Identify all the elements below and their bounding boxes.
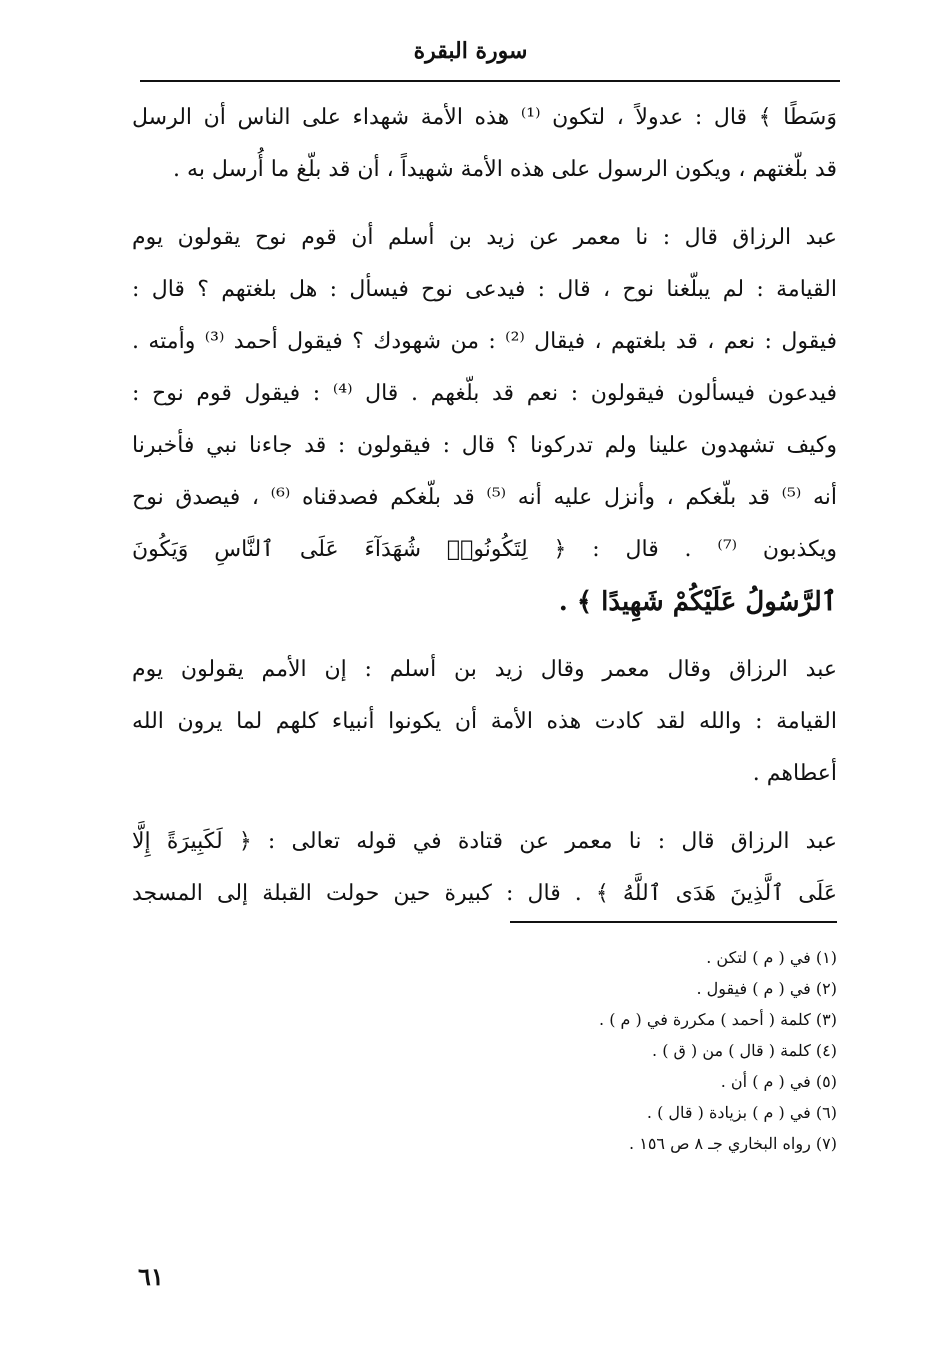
text-line: وَسَطًا ﴾ قال : عدولاً ، لتكون ⁽¹⁾ هذه الأمة شهداء على الناس أن الرسل <box>132 105 837 130</box>
footnote-2: (٢) في ( م ) فيقول . <box>696 979 837 998</box>
quran-verse-line: ٱلرَّسُولُ عَلَيْكُمْ شَهِيدًا ﴾ . <box>558 587 837 617</box>
paragraph-4 <box>132 816 837 920</box>
footnote-5: (٥) في ( م ) أن . <box>720 1072 837 1091</box>
footnote-1: (١) في ( م ) لتكن . <box>706 948 837 967</box>
paragraph-3 <box>132 644 837 800</box>
footnote-4: (٤) كلمة ( قال ) من ( ق ) . <box>652 1041 837 1060</box>
text-line: فيقول : نعم ، قد بلغتهم ، فيقال ⁽²⁾ : من شهودك ؟ فيقول أحمد ⁽³⁾ وأمته . <box>132 329 837 354</box>
text-line: القيامة : لم يبلّغنا نوح ، قال : فيدعى نوح فيسأل : هل بلغتهم ؟ قال : <box>132 277 837 302</box>
footnotes <box>300 942 837 1159</box>
text-line: عبد الرزاق قال : نا معمر عن قتادة في قوله تعالى : ﴿ لَكَبِيرَةً إِلَّا <box>132 829 837 854</box>
paragraph-2 <box>132 212 837 628</box>
text-line: القيامة : والله لقد كادت هذه الأمة أن يكونوا أنبياء كلهم لما يرون الله <box>132 709 837 734</box>
main-text <box>132 92 837 920</box>
text-line: عبد الرزاق قال : نا معمر عن زيد بن أسلم أن قوم نوح يقولون يوم <box>132 225 837 250</box>
paragraph-1 <box>132 92 837 196</box>
text-line: عَلَى ٱلَّذِينَ هَدَى ٱللَّهُ ﴾ . قال : كبيرة حين حولت القبلة إلى المسجد <box>132 881 837 906</box>
text-line: أنه ⁽⁵⁾ قد بلّغكم ، وأنزل عليه أنه ⁽⁵⁾ قد بلّغكم فصدقناه ⁽⁶⁾ ، فيصدق نوح <box>132 485 837 510</box>
text-line: أعطاهم . <box>752 761 837 786</box>
footnote-rule <box>510 921 837 923</box>
text-line: ويكذبون ⁽⁷⁾ . قال : ﴿ لِتَكُونُوا۟ شُهَدَآءَ عَلَى ٱلنَّاسِ وَيَكُونَ <box>132 537 837 562</box>
text-line: قد بلّغتهم ، ويكون الرسول على هذه الأمة شهيداً ، أن قد بلّغ ما أُرسل به . <box>173 157 837 182</box>
footnote-3: (٣) كلمة ( أحمد ) مكررة في ( م ) . <box>599 1010 837 1029</box>
footnote-6: (٦) في ( م ) بزيادة ( قال ) . <box>646 1103 837 1122</box>
text-line: فيدعون فيسألون فيقولون : نعم قد بلّغهم . قال ⁽⁴⁾ : فيقول قوم نوح : <box>132 381 837 406</box>
running-header-title: سورة البقرة <box>413 38 528 64</box>
header-rule <box>140 80 840 82</box>
text-line: وكيف تشهدون علينا ولم تدركونا ؟ قال : فيقولون : قد جاءنا نبي فأخبرنا <box>132 433 837 458</box>
text-line: عبد الرزاق وقال معمر وقال زيد بن أسلم : إن الأمم يقولون يوم <box>132 657 837 682</box>
page-number: ٦١ <box>138 1262 164 1291</box>
footnote-7: (٧) رواه البخاري جـ ٨ ص ١٥٦ . <box>629 1134 837 1153</box>
